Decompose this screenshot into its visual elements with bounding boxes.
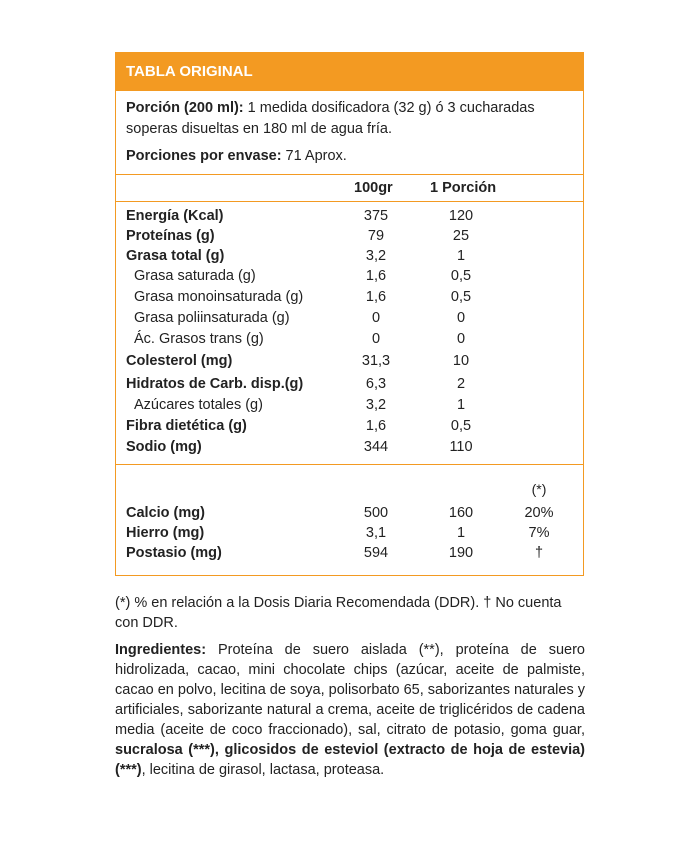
nutrient-label: Energía (Kcal)	[126, 208, 224, 224]
nutrient-label: Ác. Grasos trans (g)	[134, 331, 264, 347]
table-header	[116, 53, 583, 91]
footnote: (*) % en relación a la Dosis Diaria Recomendada (DDR). † No cuenta con DDR.	[115, 595, 562, 631]
table-row	[116, 545, 583, 565]
value-portion: 110	[449, 439, 473, 455]
table-row	[116, 505, 583, 525]
column-header-portion: 1 Porción	[430, 180, 497, 196]
nutrient-label: Fibra dietética (g)	[126, 418, 247, 434]
value-100gr: 375	[363, 208, 389, 224]
divider	[116, 464, 583, 465]
value-100gr: 0	[371, 310, 381, 326]
serving-label: Porción (200 ml):	[126, 100, 244, 116]
value-portion: 0	[456, 310, 466, 326]
value-100gr: 6,3	[365, 376, 387, 392]
table-row	[116, 310, 583, 330]
value-portion: 1	[456, 248, 466, 264]
mineral-label: Calcio (mg)	[126, 505, 205, 521]
value-100gr: 1,6	[365, 268, 387, 284]
value-100gr: 1,6	[365, 418, 387, 434]
table-row	[116, 289, 583, 309]
nutrient-label: Grasa saturada (g)	[134, 268, 256, 284]
nutrient-label: Grasa poliinsaturada (g)	[134, 310, 290, 326]
value-ddr: 7%	[528, 525, 550, 541]
table-row	[116, 376, 583, 396]
value-portion: 10	[452, 353, 470, 369]
value-portion: 25	[452, 228, 470, 244]
value-100gr: 31,3	[361, 353, 391, 369]
nutrient-label: Sodio (mg)	[126, 439, 202, 455]
value-100gr: 500	[363, 505, 389, 521]
value-ddr: 20%	[524, 505, 554, 521]
column-header-100gr: 100gr	[354, 180, 393, 196]
value-portion: 0,5	[450, 268, 472, 284]
value-portion: 0,5	[450, 418, 472, 434]
nutrient-label: Grasa total (g)	[126, 248, 225, 264]
value-100gr: 594	[363, 545, 389, 561]
value-100gr: 3,2	[365, 397, 387, 413]
ingredients-sweeteners: sucralosa (***), glicosidos de esteviol (extracto de hoja de estevia) (***)	[115, 742, 585, 778]
value-portion: 160	[448, 505, 474, 521]
table-row	[116, 228, 583, 248]
table-row	[116, 331, 583, 351]
table-row	[116, 418, 583, 438]
table-row	[116, 397, 583, 417]
servings-label: Porciones por envase:	[126, 148, 282, 164]
nutrient-label: Colesterol (mg)	[126, 353, 233, 369]
servings-text: 71 Aprox.	[281, 148, 347, 164]
nutrient-label: Hidratos de Carb. disp.(g)	[126, 376, 304, 392]
serving-text: 1 medida dosificadora (32 g) ó 3 cucharadas soperas disueltas en 180 ml de agua fría.	[126, 100, 535, 137]
table-title: TABLA ORIGINAL	[126, 63, 253, 80]
table-row	[116, 439, 583, 459]
value-100gr: 3,1	[365, 525, 387, 541]
value-portion: 0	[456, 331, 466, 347]
mineral-label: Postasio (mg)	[126, 545, 222, 561]
value-portion: 120	[448, 208, 474, 224]
nutrient-label: Proteínas (g)	[126, 228, 215, 244]
table-row	[116, 208, 583, 228]
divider	[116, 174, 583, 175]
table-row	[116, 353, 583, 373]
value-portion: 190	[448, 545, 474, 561]
value-portion: 2	[456, 376, 466, 392]
nutrient-label: Azúcares totales (g)	[134, 397, 263, 413]
value-100gr: 344	[363, 439, 389, 455]
nutrition-table	[115, 52, 584, 576]
table-row	[116, 525, 583, 545]
ingredients	[115, 640, 585, 780]
value-portion: 1	[456, 397, 466, 413]
servings-per-container	[126, 146, 571, 167]
table-row	[116, 248, 583, 268]
nutrient-label: Grasa monoinsaturada (g)	[134, 289, 304, 305]
value-100gr: 0	[371, 331, 381, 347]
divider	[116, 201, 583, 202]
value-portion: 1	[456, 525, 466, 541]
ingredients-text: Proteína de suero aislada (**), proteína de suero hidrolizada, cacao, mini chocolate chips (azúcar, aceite de palmiste, cacao en polvo, lecitina de soya, polisorbato 65, saborizantes naturales y artificiales, saborizante natural a crema, aceite de triglicéridos de cadena media (aceite de coco fraccionado), sal, citrato de potasio, goma guar,	[115, 642, 585, 738]
table-row	[116, 268, 583, 288]
value-portion: 0,5	[450, 289, 472, 305]
value-100gr: 3,2	[365, 248, 387, 264]
ingredients-text-end: , lecitina de girasol, lactasa, proteasa.	[141, 762, 385, 778]
mineral-label: Hierro (mg)	[126, 525, 205, 541]
value-ddr: †	[534, 545, 544, 561]
value-100gr: 1,6	[365, 289, 387, 305]
ingredients-label: Ingredientes:	[115, 642, 207, 658]
serving-size	[126, 98, 571, 140]
ddr-marker: (*)	[531, 481, 547, 497]
value-100gr: 79	[367, 228, 385, 244]
